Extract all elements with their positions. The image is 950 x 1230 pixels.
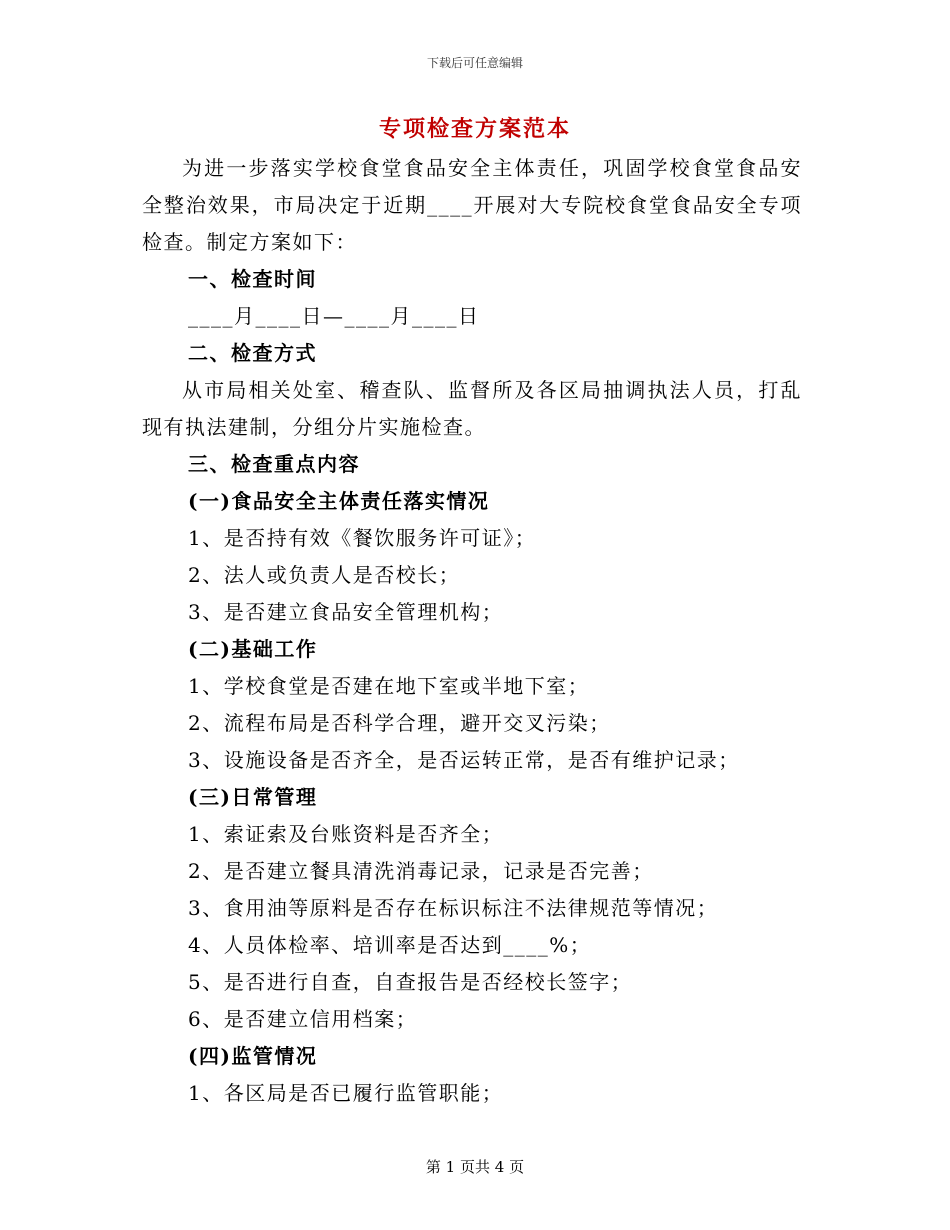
list-item: 4、人员体检率、培训率是否达到____%； [188,933,592,957]
list-item: 3、是否建立食品安全管理机构； [188,600,504,624]
intro-paragraph: 为进一步落实学校食堂食品安全主体责任，巩固学校食堂食品安全整治效果，市局决定于近期____开展对大专院校食堂食品安全专项检查。制定方案如下： [142,156,802,254]
list-item: 1、各区局是否已履行监管职能； [188,1081,504,1105]
list-item: 6、是否建立信用档案； [188,1007,418,1031]
section-time-value: ____月____日—____月____日 [188,304,480,328]
sub4-heading: (四)监管情况 [188,1044,318,1068]
section-time-heading: 一、检查时间 [188,267,317,291]
list-item: 3、食用油等原料是否存在标识标注不法律规范等情况； [188,896,719,920]
list-item: 3、设施设备是否齐全，是否运转正常，是否有维护记录； [188,748,740,772]
list-item: 2、法人或负责人是否校长； [188,563,461,587]
document-title: 专项检查方案范本 [378,116,571,142]
header-note: 下载后可任意编辑 [426,56,523,70]
list-item: 2、是否建立餐具清洗消毒记录，记录是否完善； [188,859,654,883]
section-content-heading: 三、检查重点内容 [188,452,360,476]
list-item: 5、是否进行自查，自查报告是否经校长签字； [188,970,633,994]
list-item: 1、索证索及台账资料是否齐全； [188,822,504,846]
section-method-text: 从市局相关处室、稽查队、监督所及各区局抽调执法人员，打乱现有执法建制，分组分片实施检查。 [142,378,802,439]
section-method-heading: 二、检查方式 [188,341,317,365]
list-item: 1、学校食堂是否建在地下室或半地下室； [188,674,590,698]
sub2-heading: (二)基础工作 [188,637,318,661]
list-item: 2、流程布局是否科学合理，避开交叉污染； [188,711,611,735]
sub1-heading: (一)食品安全主体责任落实情况 [188,489,490,513]
sub3-heading: (三)日常管理 [188,785,318,809]
list-item: 1、是否持有效《餐饮服务许可证》； [188,526,537,550]
page-footer: 第 1 页共 4 页 [425,1158,525,1176]
document-body [142,150,802,1112]
